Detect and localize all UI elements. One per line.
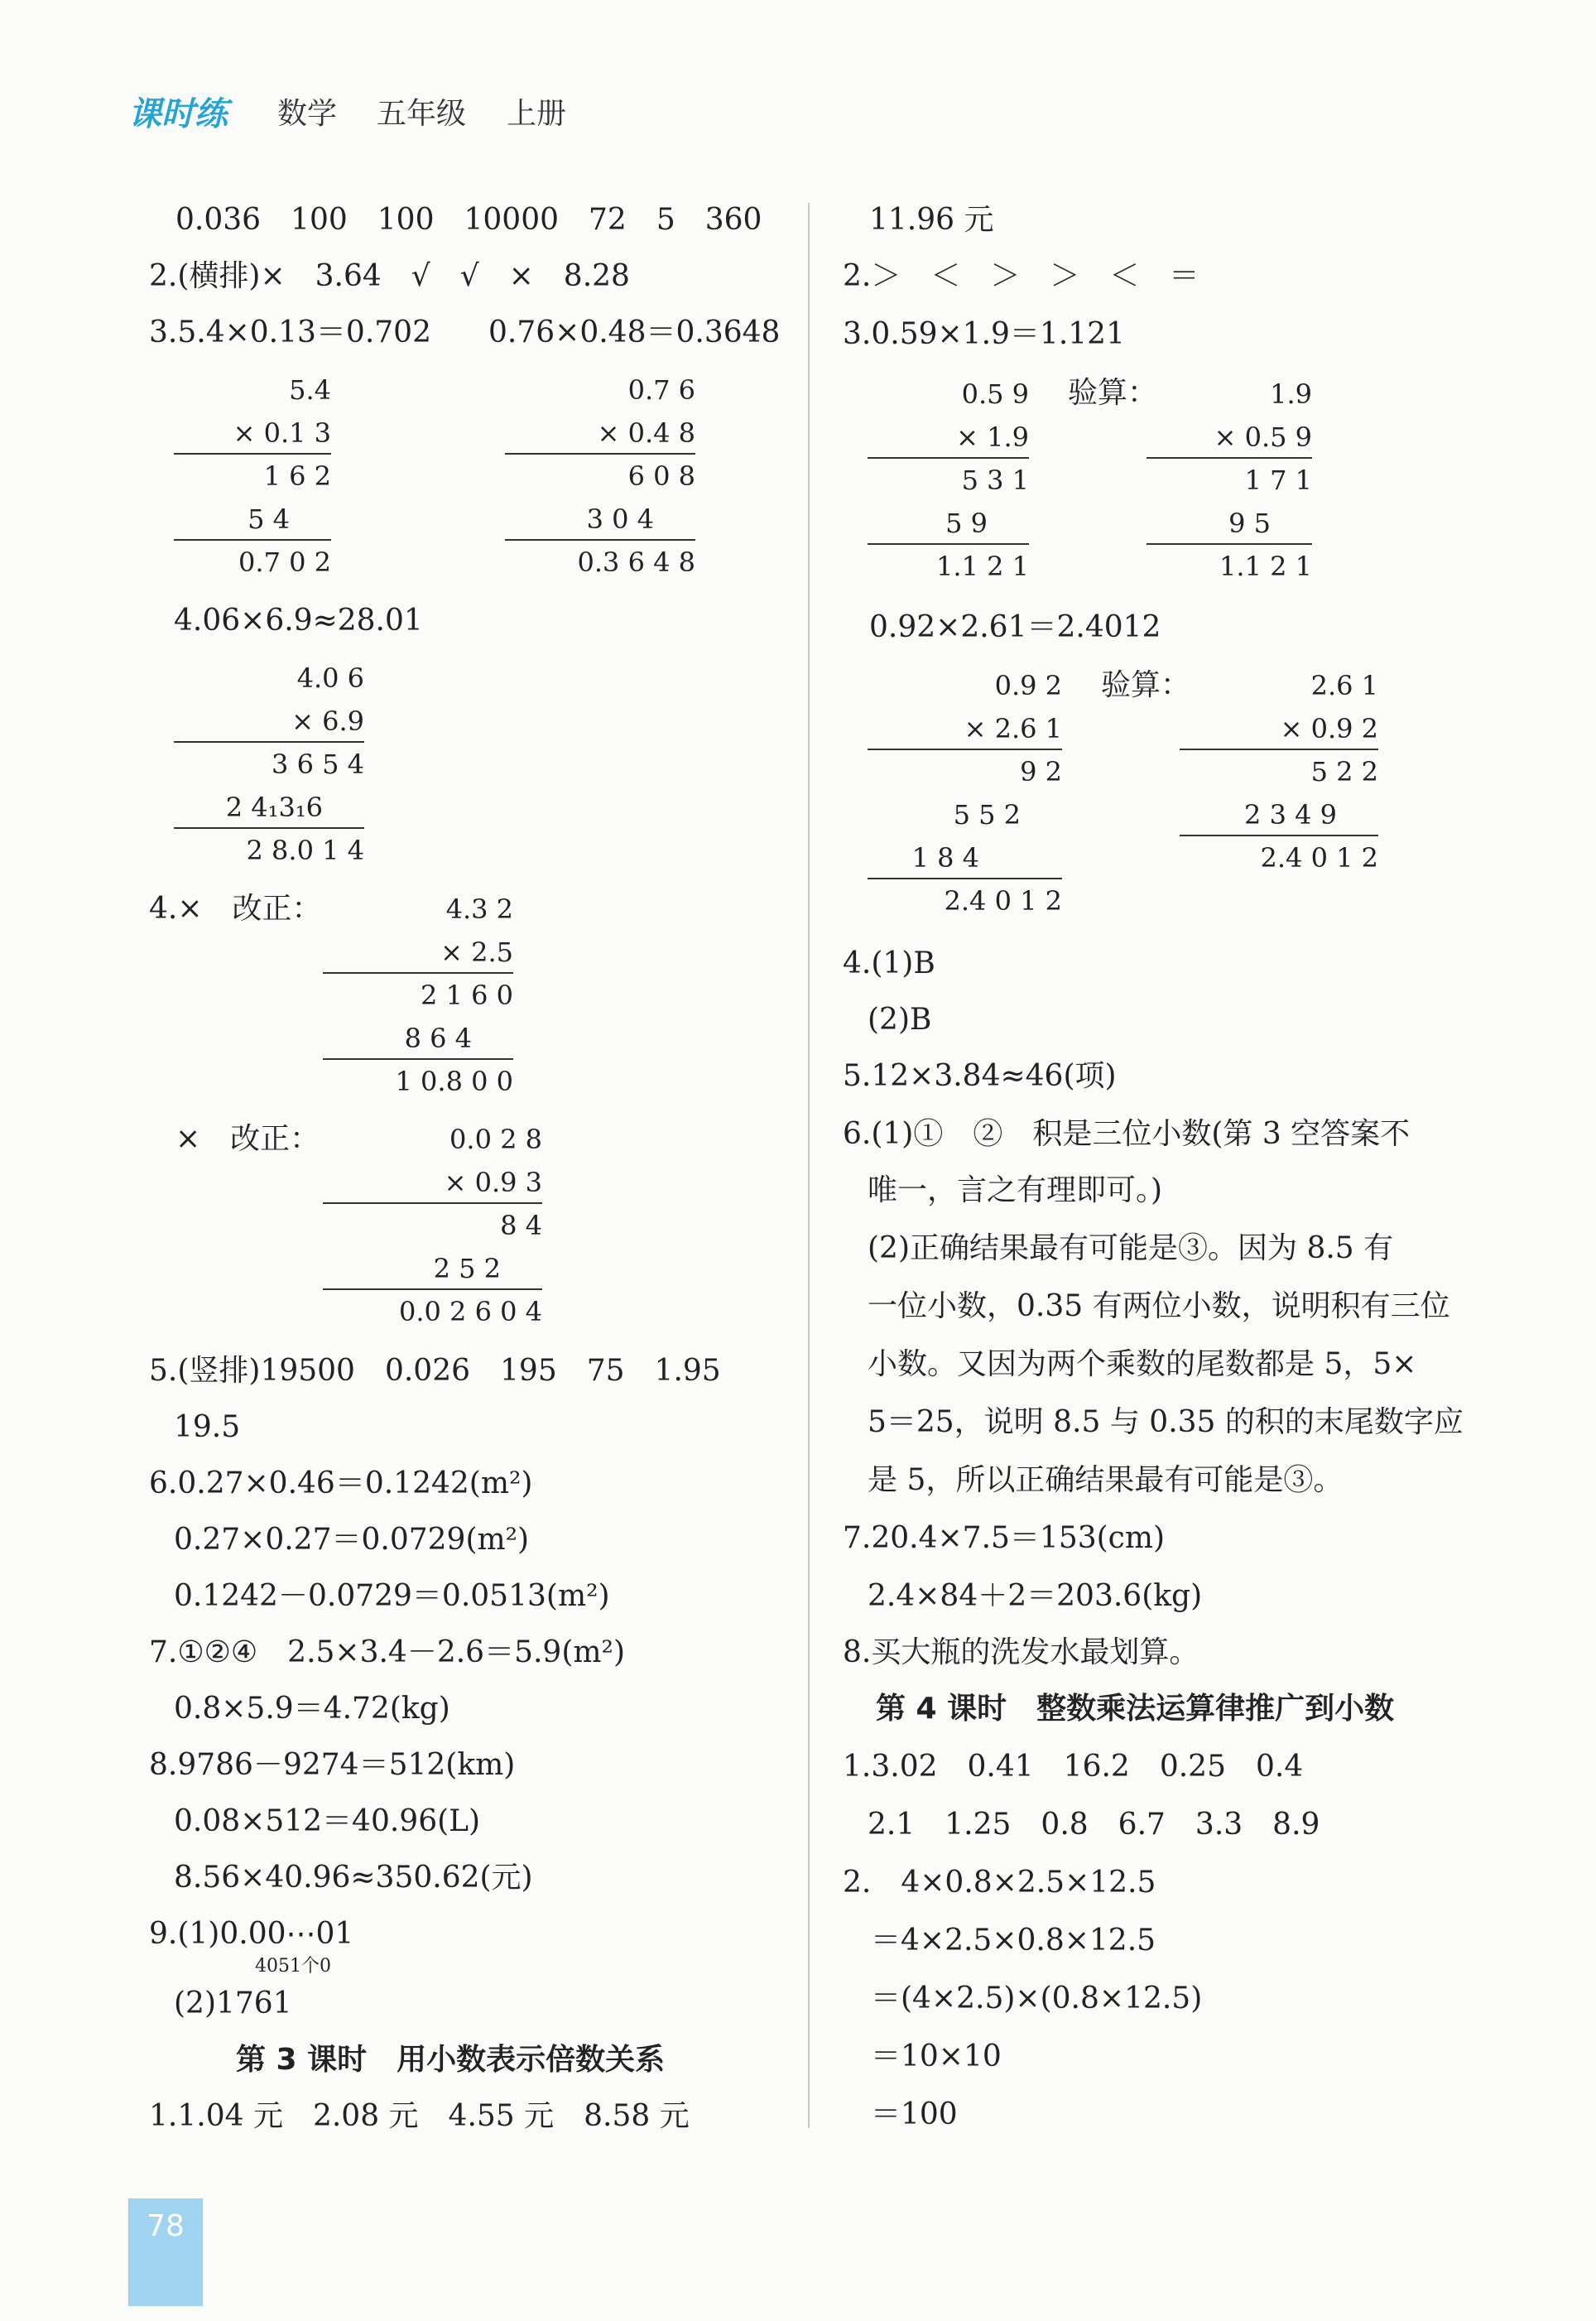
calc-row: 1 8 4 bbox=[911, 842, 979, 874]
vertical-multiplication bbox=[1147, 378, 1312, 588]
calc-row: × 0.9 2 bbox=[1280, 713, 1378, 744]
calc-row: 5.4 bbox=[289, 374, 331, 406]
calc-row: 2 8.0 1 4 bbox=[246, 835, 364, 866]
answer-line: 0.1242－0.0729＝0.0513(m²) bbox=[174, 1579, 610, 1613]
check-label: 验算： bbox=[1068, 376, 1158, 410]
answer-line: 7.①②④ 2.5×3.4－2.6＝5.9(m²) bbox=[149, 1635, 625, 1669]
calc-row: 1 6 2 bbox=[263, 460, 331, 492]
calc-rule bbox=[505, 539, 695, 541]
calc-row: 0.7 0 2 bbox=[238, 547, 331, 578]
calc-row: 3 0 4 bbox=[586, 503, 654, 535]
calc-row: 1.1 2 1 bbox=[1219, 551, 1312, 582]
calc-rule bbox=[323, 1202, 542, 1204]
vertical-multiplication bbox=[868, 672, 1062, 921]
calc-rule bbox=[174, 539, 331, 541]
calc-row: 2.4 0 1 2 bbox=[1260, 842, 1378, 874]
section-title: 第 4 课时 整数乘法运算律推广到小数 bbox=[876, 1692, 1395, 1726]
calc-row: 4.0 6 bbox=[296, 662, 364, 694]
calc-row: × 0.4 8 bbox=[597, 417, 695, 449]
header-grade: 五年级 bbox=[377, 97, 467, 131]
check-label: 验算： bbox=[1101, 668, 1191, 702]
calc-rule bbox=[1147, 543, 1312, 545]
answer-line: 6.(1)① ② 积是三位小数(第 3 空答案不 bbox=[843, 1117, 1411, 1151]
calc-rule bbox=[174, 827, 364, 829]
answer-line: 5.(竖排)19500 0.026 195 75 1.95 bbox=[149, 1354, 721, 1388]
calc-rule bbox=[1180, 835, 1378, 836]
vertical-multiplication bbox=[323, 1126, 542, 1333]
calc-row: 0.7 6 bbox=[627, 374, 695, 406]
answer-line: 一位小数，0.35 有两位小数，说明积有三位 bbox=[868, 1289, 1450, 1323]
answer-line: ＝100 bbox=[871, 2097, 958, 2131]
answer-line: ＝4×2.5×0.8×12.5 bbox=[871, 1924, 1156, 1957]
calc-row: 2 5 2 bbox=[433, 1253, 501, 1284]
answer-line: (2)1761 bbox=[174, 1986, 292, 2020]
calc-row: 0.3 6 4 8 bbox=[577, 547, 695, 578]
answer-line: 5.12×3.84≈46(项) bbox=[843, 1059, 1117, 1093]
calc-row: 1 7 1 bbox=[1244, 465, 1312, 496]
calc-row: 2.6 1 bbox=[1310, 670, 1378, 701]
page-number: 78 bbox=[147, 2209, 185, 2243]
calc-row: 0.0 2 8 bbox=[449, 1124, 542, 1155]
answer-line: 0.92×2.61＝2.4012 bbox=[869, 610, 1161, 644]
answer-line: 8.9786－9274＝512(km) bbox=[149, 1748, 516, 1782]
calc-rule bbox=[505, 453, 695, 455]
calc-row: 8 6 4 bbox=[404, 1023, 472, 1054]
calc-row: 6 0 8 bbox=[627, 460, 695, 492]
answer-line: 是 5，所以正确结果最有可能是③。 bbox=[868, 1463, 1344, 1497]
calc-rule bbox=[1147, 457, 1312, 459]
answer-line: 4.× 改正： bbox=[149, 892, 322, 926]
answer-line: 6.0.27×0.46＝0.1242(m²) bbox=[149, 1466, 533, 1500]
vertical-multiplication bbox=[174, 374, 331, 584]
calc-row: 2 3 4 9 bbox=[1244, 799, 1337, 831]
answer-line: 3.0.59×1.9＝1.121 bbox=[843, 317, 1125, 351]
section-title: 第 3 课时 用小数表示倍数关系 bbox=[236, 2043, 666, 2077]
calc-rule bbox=[868, 543, 1029, 545]
answer-line: 5＝25，说明 8.5 与 0.35 的积的末尾数字应 bbox=[868, 1405, 1464, 1439]
answer-line: 0.08×512＝40.96(L) bbox=[174, 1804, 481, 1838]
calc-rule bbox=[868, 749, 1062, 750]
answer-line: 0.036 100 100 10000 72 5 360 bbox=[175, 203, 762, 237]
answer-line: 3.5.4×0.13＝0.702 bbox=[149, 315, 431, 349]
calc-rule bbox=[868, 457, 1029, 459]
answer-line: (2)B bbox=[868, 1003, 932, 1037]
calc-rule bbox=[174, 453, 331, 455]
calc-row: 0.5 9 bbox=[961, 378, 1029, 410]
header-volume: 上册 bbox=[507, 97, 567, 131]
brace-note: 4051个0 bbox=[255, 1956, 331, 1977]
calc-row: 5 4 bbox=[248, 503, 290, 535]
calc-row: 2.4 0 1 2 bbox=[944, 885, 1062, 917]
answer-line: ＝10×10 bbox=[871, 2039, 1002, 2073]
vertical-multiplication bbox=[1180, 672, 1378, 879]
header-subject: 数学 bbox=[277, 97, 338, 131]
calc-row: 9 5 bbox=[1228, 508, 1271, 539]
calc-row: × 0.9 3 bbox=[444, 1167, 542, 1198]
calc-row: 1 0.8 0 0 bbox=[395, 1066, 513, 1097]
answer-line: 1.1.04 元 2.08 元 4.55 元 8.58 元 bbox=[149, 2099, 690, 2133]
answer-line: 2.(横排)× 3.64 √ √ × 8.28 bbox=[149, 259, 630, 293]
calc-row: × 0.1 3 bbox=[233, 417, 331, 449]
calc-row: 0.9 2 bbox=[994, 670, 1062, 701]
column-divider bbox=[808, 203, 810, 2128]
answer-line: 0.76×0.48＝0.3648 bbox=[488, 315, 781, 349]
calc-row: 2 1 6 0 bbox=[421, 980, 513, 1011]
vertical-multiplication bbox=[323, 893, 513, 1103]
calc-rule bbox=[1180, 749, 1378, 750]
calc-rule bbox=[323, 1288, 542, 1290]
answer-line: 4.06×6.9≈28.01 bbox=[174, 604, 423, 638]
answer-line: 唯一，言之有理即可。) bbox=[868, 1173, 1163, 1207]
calc-rule bbox=[868, 878, 1062, 879]
calc-row: 4.3 2 bbox=[445, 893, 513, 925]
answer-line: 2.1 1.25 0.8 6.7 3.3 8.9 bbox=[868, 1808, 1320, 1842]
calc-row: 2 4₁3₁6 bbox=[225, 792, 323, 823]
calc-rule bbox=[174, 741, 364, 743]
calc-row: 8 4 bbox=[500, 1210, 542, 1241]
vertical-multiplication bbox=[505, 374, 695, 584]
answer-line: 2. 4×0.8×2.5×12.5 bbox=[843, 1866, 1156, 1900]
calc-row: 1.9 bbox=[1270, 378, 1312, 410]
answer-line: 9.(1)0.00⋯01 bbox=[149, 1917, 354, 1951]
calc-row: 5 9 bbox=[945, 508, 988, 539]
answer-line: 11.96 元 bbox=[869, 203, 994, 237]
calc-row: 1.1 2 1 bbox=[936, 551, 1029, 582]
calc-row: 0.0 2 6 0 4 bbox=[398, 1296, 542, 1327]
answer-line: 0.27×0.27＝0.0729(m²) bbox=[174, 1523, 530, 1557]
answer-line: 4.(1)B bbox=[843, 946, 935, 980]
answer-line: 7.20.4×7.5＝153(cm) bbox=[843, 1521, 1166, 1555]
answer-line: 1.3.02 0.41 16.2 0.25 0.4 bbox=[843, 1750, 1304, 1784]
vertical-multiplication bbox=[868, 378, 1029, 588]
answer-line: 2.＞ ＜ ＞ ＞ ＜ ＝ bbox=[843, 259, 1199, 293]
answer-line: × 改正： bbox=[175, 1122, 320, 1156]
answer-line: 2.4×84＋2＝203.6(kg) bbox=[868, 1579, 1203, 1613]
calc-row: 5 3 1 bbox=[961, 465, 1029, 496]
answer-line: 8.56×40.96≈350.62(元) bbox=[174, 1861, 533, 1895]
answer-line: 19.5 bbox=[174, 1410, 241, 1444]
answer-line: (2)正确结果最有可能是③。因为 8.5 有 bbox=[868, 1231, 1394, 1265]
calc-rule bbox=[323, 972, 513, 974]
answer-line: 8.买大瓶的洗发水最划算。 bbox=[843, 1635, 1199, 1669]
answer-line: ＝(4×2.5)×(0.8×12.5) bbox=[871, 1982, 1203, 2015]
calc-row: × 2.6 1 bbox=[964, 713, 1062, 744]
calc-row: 3 6 5 4 bbox=[272, 749, 364, 780]
calc-row: × 1.9 bbox=[956, 421, 1029, 453]
calc-row: × 2.5 bbox=[440, 937, 513, 968]
brand-logo: 课时练 bbox=[128, 95, 228, 133]
answer-line: 0.8×5.9＝4.72(kg) bbox=[174, 1692, 450, 1726]
vertical-multiplication bbox=[174, 662, 364, 872]
calc-row: 9 2 bbox=[1020, 756, 1062, 787]
calc-row: × 0.5 9 bbox=[1214, 421, 1312, 453]
calc-row: 5 2 2 bbox=[1310, 756, 1378, 787]
calc-row: × 6.9 bbox=[291, 705, 364, 737]
answer-line: 小数。又因为两个乘数的尾数都是 5，5× bbox=[868, 1347, 1417, 1381]
calc-rule bbox=[323, 1058, 513, 1060]
calc-row: 5 5 2 bbox=[953, 799, 1021, 831]
